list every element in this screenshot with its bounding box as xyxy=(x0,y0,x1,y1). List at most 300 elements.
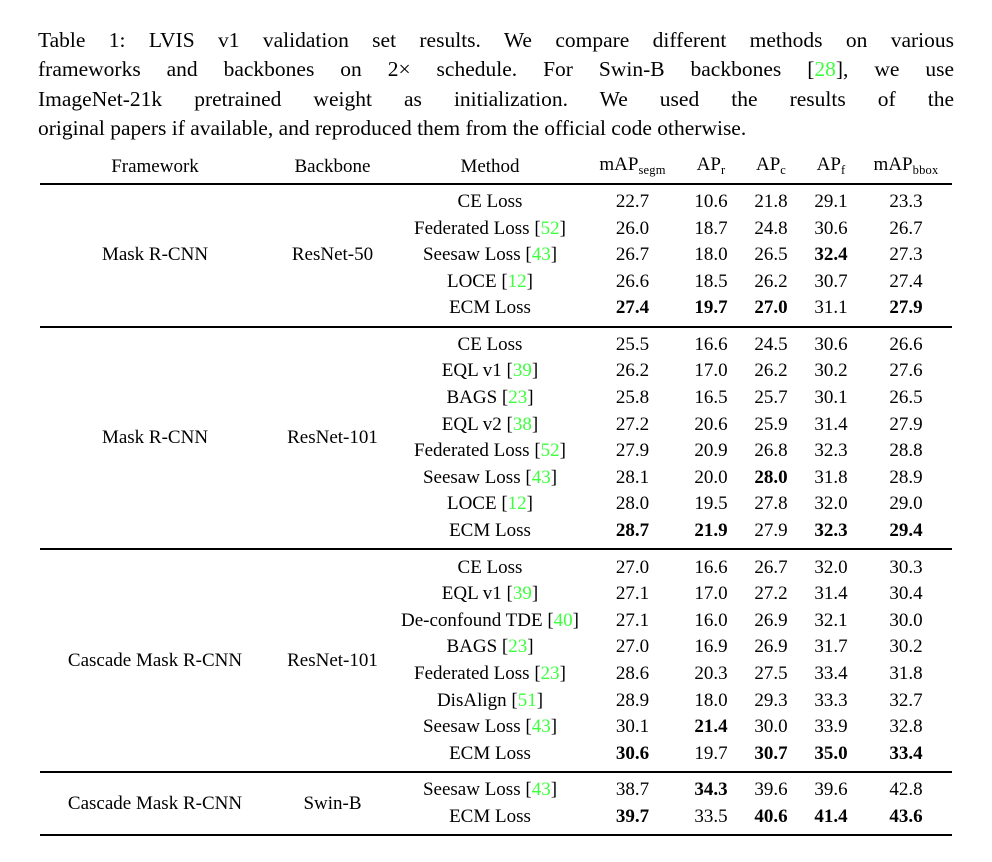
value-cell xyxy=(585,271,680,293)
table-row xyxy=(395,438,952,465)
citation-link[interactable]: 43 xyxy=(531,466,551,488)
metric-value: 27.1 xyxy=(615,609,650,631)
table-row xyxy=(395,634,952,661)
cite-close-bracket: ] xyxy=(526,493,533,515)
header-method xyxy=(395,156,585,178)
metric-value: 26.5 xyxy=(889,387,923,409)
metric-value: 27.3 xyxy=(889,244,923,266)
table-row xyxy=(395,714,952,741)
backbone-cell: ResNet-50 xyxy=(291,244,374,266)
metric-value: 33.5 xyxy=(694,805,728,827)
metric-value: 24.8 xyxy=(754,217,788,239)
value-cell xyxy=(862,271,950,293)
method-label: EQL v2 xyxy=(441,413,502,435)
metric-value: 27.4 xyxy=(889,270,923,292)
table-caption xyxy=(38,26,954,144)
metric-value: 27.0 xyxy=(615,556,650,578)
metric-value: 24.5 xyxy=(754,333,788,355)
method-label: LOCE xyxy=(446,270,497,292)
value-cell xyxy=(862,690,950,712)
value-cell xyxy=(742,467,800,489)
metric-value: 20.6 xyxy=(694,413,728,435)
framework-cell: Mask R-CNN xyxy=(101,426,209,448)
cite-close-bracket: ] xyxy=(527,387,534,409)
table-row xyxy=(395,268,952,295)
value-cell xyxy=(742,610,800,632)
value-cell xyxy=(742,663,800,685)
method-label: LOCE xyxy=(446,493,497,515)
caption-text: frameworks and backbones on 2× schedule. For Swin-B backbones [ xyxy=(38,57,815,82)
citation-link[interactable]: 52 xyxy=(540,217,560,239)
value-cell xyxy=(742,218,800,240)
value-cell xyxy=(680,360,742,382)
metric-value: 30.7 xyxy=(814,270,848,292)
metric-value: 26.2 xyxy=(754,360,788,382)
backbone-cell: ResNet-101 xyxy=(287,649,378,671)
metric-value: 32.1 xyxy=(814,609,848,631)
metric-value: 16.6 xyxy=(694,556,728,578)
method-label: BAGS xyxy=(446,387,498,409)
cite-close-bracket: ] xyxy=(527,636,534,658)
cite-close-bracket: ] xyxy=(531,583,539,605)
value-cell xyxy=(800,520,862,542)
cite-open-bracket: [ xyxy=(547,609,554,631)
method-cell xyxy=(395,610,585,632)
citation-link[interactable]: 40 xyxy=(553,609,573,631)
method-label: EQL v1 xyxy=(441,360,502,382)
metric-value: 27.9 xyxy=(754,520,788,542)
metric-value: 27.0 xyxy=(754,297,788,319)
metric-value: 40.6 xyxy=(754,805,788,827)
method-label: Seesaw Loss xyxy=(422,244,521,266)
framework-cell: Cascade Mask R-CNN xyxy=(67,649,243,671)
value-cell xyxy=(800,387,862,409)
metric-value: 18.0 xyxy=(694,244,728,266)
group-rows xyxy=(395,332,952,545)
citation-link[interactable]: 23 xyxy=(508,636,528,658)
header-subscript: r xyxy=(720,162,726,177)
metric-value: 16.9 xyxy=(694,636,728,658)
metric-value: 30.6 xyxy=(615,742,650,764)
value-cell xyxy=(862,218,950,240)
table-row xyxy=(395,687,952,714)
value-cell xyxy=(585,716,680,738)
cite-close-bracket: ] xyxy=(550,779,558,801)
metric-value: 32.3 xyxy=(814,440,848,462)
metric-value: 25.7 xyxy=(754,387,788,409)
value-cell xyxy=(742,690,800,712)
metric-value: 26.7 xyxy=(754,556,788,578)
citation-link[interactable]: 43 xyxy=(531,244,551,266)
value-cell xyxy=(742,440,800,462)
method-cell xyxy=(395,244,585,266)
method-cell xyxy=(395,636,585,658)
header-label: Framework xyxy=(111,155,199,177)
metric-value: 31.8 xyxy=(889,663,923,685)
value-cell xyxy=(585,360,680,382)
cite-open-bracket: [ xyxy=(534,663,541,685)
metric-value: 27.2 xyxy=(754,583,788,605)
metric-value: 16.5 xyxy=(694,387,728,409)
value-cell xyxy=(742,636,800,658)
value-cell xyxy=(585,414,680,436)
table-group xyxy=(40,773,952,836)
citation-link[interactable]: 38 xyxy=(512,413,532,435)
metric-value: 16.6 xyxy=(694,333,728,355)
value-cell xyxy=(800,271,862,293)
metric-value: 17.0 xyxy=(694,583,728,605)
metric-value: 30.2 xyxy=(889,636,923,658)
method-label: Seesaw Loss xyxy=(422,716,521,738)
table-row xyxy=(395,661,952,688)
metric-value: 43.6 xyxy=(889,805,923,827)
table-row xyxy=(395,411,952,438)
method-cell xyxy=(395,334,585,356)
method-label: ECM Loss xyxy=(449,520,531,542)
value-cell xyxy=(680,244,742,266)
metric-value: 28.8 xyxy=(889,440,923,462)
metric-value: 28.7 xyxy=(615,520,650,542)
header-map-segm xyxy=(585,154,680,178)
value-cell xyxy=(800,557,862,579)
table-row xyxy=(395,804,952,831)
metric-value: 18.0 xyxy=(694,689,728,711)
metric-value: 20.9 xyxy=(694,440,728,462)
value-cell xyxy=(862,806,950,828)
metric-value: 27.5 xyxy=(754,663,788,685)
value-cell xyxy=(800,663,862,685)
header-subscript: f xyxy=(840,162,846,177)
metric-value: 26.5 xyxy=(754,244,788,266)
method-cell xyxy=(395,583,585,605)
metric-value: 30.6 xyxy=(814,217,848,239)
method-cell xyxy=(395,440,585,462)
metric-value: 18.7 xyxy=(694,217,728,239)
metric-value: 22.7 xyxy=(615,190,650,212)
metric-value: 23.3 xyxy=(889,190,923,212)
citation-link[interactable]: 51 xyxy=(517,689,537,711)
citation-link[interactable]: 43 xyxy=(531,716,551,738)
method-cell xyxy=(395,360,585,382)
value-cell xyxy=(742,334,800,356)
table-row xyxy=(395,554,952,581)
method-cell xyxy=(395,271,585,293)
cite-open-bracket: [ xyxy=(534,440,541,462)
citation-link[interactable]: 43 xyxy=(531,779,551,801)
cite-open-bracket: [ xyxy=(525,779,532,801)
metric-value: 34.3 xyxy=(694,779,728,801)
method-label: ECM Loss xyxy=(449,805,531,827)
value-cell xyxy=(680,806,742,828)
value-cell xyxy=(800,244,862,266)
header-label: AP xyxy=(696,153,721,175)
header-ap-f xyxy=(800,154,862,178)
method-cell xyxy=(395,716,585,738)
metric-value: 38.7 xyxy=(615,779,650,801)
cite-close-bracket: ] xyxy=(559,663,566,685)
value-cell xyxy=(742,297,800,319)
method-label: ECM Loss xyxy=(449,742,531,764)
value-cell xyxy=(742,244,800,266)
method-label: BAGS xyxy=(446,636,498,658)
metric-value: 30.4 xyxy=(889,583,923,605)
method-label: CE Loss xyxy=(457,333,523,355)
citation-link[interactable]: 12 xyxy=(507,493,527,515)
header-label: AP xyxy=(816,153,841,175)
value-cell xyxy=(862,583,950,605)
method-label: Seesaw Loss xyxy=(422,466,521,488)
value-cell xyxy=(862,360,950,382)
cite-open-bracket: [ xyxy=(525,466,532,488)
metric-value: 31.4 xyxy=(814,583,848,605)
value-cell xyxy=(862,743,950,765)
value-cell xyxy=(800,467,862,489)
method-cell xyxy=(395,493,585,515)
value-cell xyxy=(862,244,950,266)
value-cell xyxy=(585,779,680,801)
value-cell xyxy=(742,387,800,409)
table-row xyxy=(395,332,952,359)
method-label: De-confound TDE xyxy=(401,609,543,631)
value-cell xyxy=(800,297,862,319)
value-cell xyxy=(800,440,862,462)
method-label: CE Loss xyxy=(457,556,523,578)
method-label: Federated Loss xyxy=(414,663,530,685)
caption-text: Table 1: LVIS v1 validation set results. We compare different methods on various xyxy=(38,28,954,52)
method-cell xyxy=(395,743,585,765)
header-subscript: bbox xyxy=(912,162,939,177)
table-row xyxy=(395,491,952,518)
value-cell xyxy=(742,493,800,515)
cite-open-bracket: [ xyxy=(501,270,508,292)
metric-value: 20.0 xyxy=(694,466,728,488)
value-cell xyxy=(862,191,950,213)
metric-value: 30.7 xyxy=(754,742,788,764)
table-row xyxy=(395,295,952,322)
table-body xyxy=(40,185,952,837)
value-cell xyxy=(800,716,862,738)
metric-value: 30.3 xyxy=(889,556,923,578)
method-label: Seesaw Loss xyxy=(422,779,521,801)
metric-value: 28.6 xyxy=(615,663,650,685)
metric-value: 19.7 xyxy=(694,297,728,319)
caption-line-2 xyxy=(38,55,954,84)
value-cell xyxy=(800,610,862,632)
value-cell xyxy=(680,218,742,240)
method-cell xyxy=(395,779,585,801)
metric-value: 31.7 xyxy=(814,636,848,658)
method-cell xyxy=(395,690,585,712)
metric-value: 31.4 xyxy=(814,413,848,435)
value-cell xyxy=(680,271,742,293)
citation-link[interactable]: 23 xyxy=(508,387,528,409)
value-cell xyxy=(585,610,680,632)
table-row xyxy=(395,215,952,242)
value-cell xyxy=(862,779,950,801)
value-cell xyxy=(800,583,862,605)
metric-value: 33.4 xyxy=(814,663,848,685)
citation-link[interactable]: 28 xyxy=(814,57,836,82)
value-cell xyxy=(585,690,680,712)
value-cell xyxy=(585,334,680,356)
metric-value: 29.0 xyxy=(889,493,923,515)
value-cell xyxy=(742,414,800,436)
value-cell xyxy=(585,636,680,658)
cite-close-bracket: ] xyxy=(531,413,539,435)
header-map-bbox xyxy=(862,154,950,178)
metric-value: 26.9 xyxy=(754,636,788,658)
method-cell xyxy=(395,297,585,319)
citation-link[interactable]: 52 xyxy=(540,440,560,462)
cite-close-bracket: ] xyxy=(531,360,539,382)
cite-open-bracket: [ xyxy=(501,387,509,409)
metric-value: 33.9 xyxy=(814,716,848,738)
value-cell xyxy=(585,583,680,605)
metric-value: 18.5 xyxy=(694,270,728,292)
metric-value: 26.2 xyxy=(615,360,650,382)
framework-cell: Mask R-CNN xyxy=(101,244,209,266)
cite-close-bracket: ] xyxy=(559,440,566,462)
value-cell xyxy=(800,690,862,712)
value-cell xyxy=(585,191,680,213)
metric-value: 27.4 xyxy=(615,297,650,319)
value-cell xyxy=(742,716,800,738)
value-cell xyxy=(800,636,862,658)
table-row xyxy=(395,608,952,635)
method-cell xyxy=(395,191,585,213)
caption-text: ], we use xyxy=(835,57,954,82)
value-cell xyxy=(680,779,742,801)
value-cell xyxy=(742,806,800,828)
value-cell xyxy=(680,440,742,462)
value-cell xyxy=(862,414,950,436)
method-cell xyxy=(395,806,585,828)
value-cell xyxy=(585,440,680,462)
metric-value: 26.0 xyxy=(615,217,650,239)
cite-open-bracket: [ xyxy=(534,217,541,239)
header-subscript: c xyxy=(780,162,787,177)
value-cell xyxy=(680,387,742,409)
cite-close-bracket: ] xyxy=(550,716,558,738)
cite-close-bracket: ] xyxy=(572,609,579,631)
metric-value: 39.7 xyxy=(615,805,650,827)
value-cell xyxy=(585,493,680,515)
caption-line-4 xyxy=(38,114,954,143)
table-group xyxy=(40,185,952,328)
metric-value: 42.8 xyxy=(889,779,923,801)
citation-link[interactable]: 23 xyxy=(540,663,560,685)
value-cell xyxy=(585,297,680,319)
metric-value: 30.2 xyxy=(814,360,848,382)
metric-value: 33.3 xyxy=(814,689,848,711)
metric-value: 26.7 xyxy=(615,244,650,266)
value-cell xyxy=(585,218,680,240)
method-cell xyxy=(395,218,585,240)
value-cell xyxy=(680,520,742,542)
metric-value: 31.1 xyxy=(814,297,848,319)
value-cell xyxy=(800,360,862,382)
value-cell xyxy=(585,467,680,489)
cite-close-bracket: ] xyxy=(550,244,558,266)
value-cell xyxy=(585,663,680,685)
metric-value: 28.0 xyxy=(615,493,650,515)
header-backbone xyxy=(270,156,395,178)
metric-value: 33.4 xyxy=(889,742,923,764)
metric-value: 26.6 xyxy=(889,333,923,355)
table-row xyxy=(395,189,952,216)
metric-value: 32.0 xyxy=(814,556,848,578)
metric-value: 30.0 xyxy=(889,609,923,631)
value-cell xyxy=(800,743,862,765)
metric-value: 30.6 xyxy=(814,333,848,355)
value-cell xyxy=(862,467,950,489)
citation-link[interactable]: 39 xyxy=(512,360,532,382)
value-cell xyxy=(862,716,950,738)
metric-value: 26.9 xyxy=(754,609,788,631)
metric-value: 29.4 xyxy=(889,520,923,542)
metric-value: 27.9 xyxy=(889,413,923,435)
results-table xyxy=(40,152,952,837)
cite-close-bracket: ] xyxy=(526,270,533,292)
metric-value: 32.4 xyxy=(814,244,848,266)
value-cell xyxy=(742,360,800,382)
metric-value: 21.8 xyxy=(754,190,788,212)
metric-value: 28.9 xyxy=(615,689,650,711)
value-cell xyxy=(862,610,950,632)
value-cell xyxy=(800,334,862,356)
value-cell xyxy=(800,218,862,240)
cite-open-bracket: [ xyxy=(525,244,532,266)
table-header xyxy=(40,152,952,185)
value-cell xyxy=(862,334,950,356)
value-cell xyxy=(585,557,680,579)
value-cell xyxy=(585,806,680,828)
group-rows xyxy=(395,554,952,767)
citation-link[interactable]: 12 xyxy=(507,270,527,292)
header-label: mAP xyxy=(599,153,639,175)
metric-value: 21.4 xyxy=(694,716,728,738)
method-label: Federated Loss xyxy=(414,440,530,462)
metric-value: 32.7 xyxy=(889,689,923,711)
metric-value: 16.0 xyxy=(694,609,728,631)
cite-close-bracket: ] xyxy=(559,217,566,239)
metric-value: 32.0 xyxy=(814,493,848,515)
value-cell xyxy=(862,493,950,515)
metric-value: 25.5 xyxy=(615,333,650,355)
metric-value: 27.1 xyxy=(615,583,650,605)
metric-value: 35.0 xyxy=(814,742,848,764)
value-cell xyxy=(680,690,742,712)
metric-value: 28.0 xyxy=(754,466,788,488)
table-row xyxy=(395,518,952,545)
metric-value: 32.8 xyxy=(889,716,923,738)
metric-value: 26.6 xyxy=(615,270,650,292)
metric-value: 30.1 xyxy=(615,716,650,738)
table-row xyxy=(395,777,952,804)
cite-open-bracket: [ xyxy=(506,360,513,382)
metric-value: 28.9 xyxy=(889,466,923,488)
value-cell xyxy=(742,743,800,765)
backbone-cell: Swin-B xyxy=(303,792,362,814)
metric-value: 25.8 xyxy=(615,387,650,409)
value-cell xyxy=(800,806,862,828)
backbone-cell: ResNet-101 xyxy=(287,426,378,448)
citation-link[interactable]: 39 xyxy=(512,583,532,605)
value-cell xyxy=(680,191,742,213)
metric-value: 27.9 xyxy=(615,440,650,462)
metric-value: 32.3 xyxy=(814,520,848,542)
value-cell xyxy=(680,334,742,356)
